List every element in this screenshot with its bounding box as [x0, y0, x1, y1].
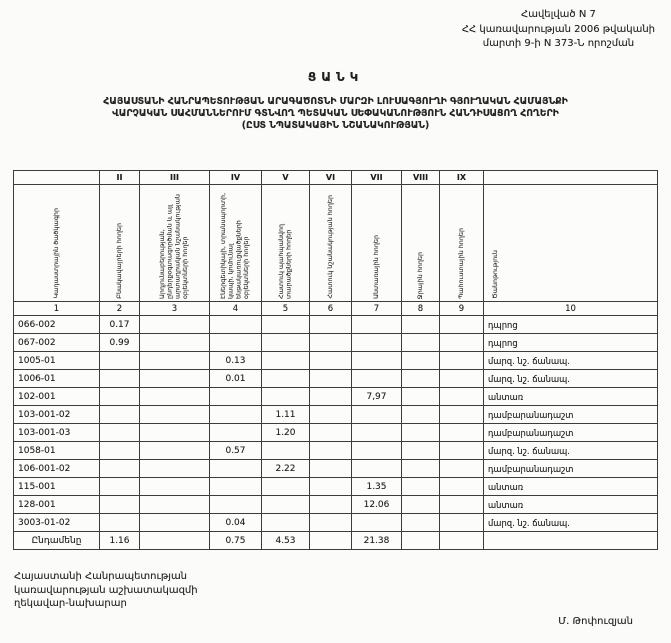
- cadastral-code-cell: 1006-01: [14, 370, 100, 388]
- roman-numeral-row: [14, 171, 658, 185]
- area-value-cell: 0.01: [210, 370, 262, 388]
- table-row: [14, 460, 658, 478]
- cadastral-code-cell: 102-001: [14, 388, 100, 406]
- column-number-cell: 1: [14, 302, 100, 316]
- cadastral-code-cell: 066-002: [14, 316, 100, 334]
- column-number-cell: 9: [440, 302, 484, 316]
- area-value-cell: [210, 334, 262, 352]
- area-value-cell: [140, 496, 210, 514]
- area-value-cell: [402, 370, 440, 388]
- table-row: [14, 496, 658, 514]
- area-value-cell: 0.75: [210, 532, 262, 550]
- note-cell: դպրոց: [484, 316, 658, 334]
- area-value-cell: [352, 316, 402, 334]
- roman-cell: IX: [440, 171, 484, 185]
- area-value-cell: [440, 388, 484, 406]
- cadastral-code-cell: 115-001: [14, 478, 100, 496]
- note-cell: անտառ: [484, 388, 658, 406]
- footer-line-3: ղեկավար-նախարար: [14, 598, 127, 609]
- area-value-cell: [100, 424, 140, 442]
- table-row: [14, 334, 658, 352]
- area-value-cell: [440, 442, 484, 460]
- table-row: [14, 370, 658, 388]
- column-number-cell: 2: [100, 302, 140, 316]
- area-value-cell: 7,97: [352, 388, 402, 406]
- land-table-container: [13, 170, 658, 550]
- column-header-special-lands: Հատուկ նշանակության հողեր: [325, 195, 334, 299]
- subtitle-line-2: ՎԱՐՉԱԿԱՆ ՍԱՀՄԱՆՆԵՐՈՒՄ ԳՏՆՎՈՂ ՊԵՏԱԿԱՆ ՍԵՓԱԿԱՆՈՒԹՅՈՒՆ ՀԱՆԴԻՍԱՑՈՂ ՀՈՂԵՐԻ: [112, 108, 559, 120]
- area-value-cell: [402, 316, 440, 334]
- annex-line-2: ՀՀ կառավարության 2006 թվականի: [461, 23, 655, 35]
- area-value-cell: [140, 514, 210, 532]
- column-number-cell: 4: [210, 302, 262, 316]
- area-value-cell: [100, 442, 140, 460]
- area-value-cell: [210, 388, 262, 406]
- area-value-cell: [440, 316, 484, 334]
- area-value-cell: [402, 532, 440, 550]
- note-cell: դամբարանադաշտ: [484, 406, 658, 424]
- table-row: [14, 514, 658, 532]
- column-header-water-lands: Ջրային հողեր: [415, 251, 424, 299]
- area-value-cell: 21.38: [352, 532, 402, 550]
- area-value-cell: [440, 406, 484, 424]
- area-value-cell: [100, 352, 140, 370]
- area-value-cell: [352, 460, 402, 478]
- table-row: [14, 424, 658, 442]
- area-value-cell: [402, 388, 440, 406]
- annex-reference-block: [462, 8, 655, 52]
- area-value-cell: [140, 424, 210, 442]
- area-value-cell: [440, 478, 484, 496]
- column-header-settlement-lands: Բնակավայրերի հողեր: [114, 223, 123, 299]
- area-value-cell: [440, 496, 484, 514]
- area-value-cell: [210, 316, 262, 334]
- area-value-cell: [352, 334, 402, 352]
- area-value-cell: [100, 388, 140, 406]
- area-value-cell: [310, 514, 352, 532]
- area-value-cell: [140, 316, 210, 334]
- note-cell: մարզ. նշ. ճանապ.: [484, 370, 658, 388]
- note-cell: մարզ. նշ. ճանապ.: [484, 514, 658, 532]
- total-row: [14, 532, 658, 550]
- area-value-cell: [440, 514, 484, 532]
- column-number-cell: 8: [402, 302, 440, 316]
- column-number-cell: 3: [140, 302, 210, 316]
- area-value-cell: [352, 352, 402, 370]
- area-value-cell: [310, 424, 352, 442]
- table-row: [14, 388, 658, 406]
- area-value-cell: 1.16: [100, 532, 140, 550]
- roman-cell: [484, 171, 658, 185]
- cadastral-code-cell: 103-001-03: [14, 424, 100, 442]
- area-value-cell: [140, 352, 210, 370]
- area-value-cell: [140, 370, 210, 388]
- area-value-cell: [100, 496, 140, 514]
- table-row: [14, 352, 658, 370]
- area-value-cell: [140, 532, 210, 550]
- cadastral-code-cell: 106-001-02: [14, 460, 100, 478]
- area-value-cell: [262, 496, 310, 514]
- area-value-cell: [440, 370, 484, 388]
- area-value-cell: [100, 406, 140, 424]
- cadastral-code-cell: 1058-01: [14, 442, 100, 460]
- area-value-cell: [262, 352, 310, 370]
- cadastral-code-cell: 128-001: [14, 496, 100, 514]
- roman-cell: VII: [352, 171, 402, 185]
- note-cell: մարզ. նշ. ճանապ.: [484, 352, 658, 370]
- area-value-cell: [402, 478, 440, 496]
- area-value-cell: [402, 514, 440, 532]
- area-value-cell: 1.11: [262, 406, 310, 424]
- footer-line-1: Հայաստանի Հանրապետության: [14, 571, 188, 582]
- area-value-cell: [310, 352, 352, 370]
- table-body: [14, 316, 658, 550]
- area-value-cell: [140, 388, 210, 406]
- column-header-cadastral-code: Կադաստրային ծածկագիր: [51, 208, 60, 299]
- table-header: [14, 171, 658, 316]
- table-row: [14, 316, 658, 334]
- subtitle-line-3: (ԸՍՏ ՆՊԱՏԱԿԱՅԻՆ ՆՇԱՆԱԿՈՒԹՅԱՆ): [241, 120, 430, 132]
- column-number-cell: 7: [352, 302, 402, 316]
- area-value-cell: [310, 406, 352, 424]
- area-value-cell: 0.99: [100, 334, 140, 352]
- area-value-cell: [262, 388, 310, 406]
- annex-line-3: մարտի 9-ի N 373-Ն որոշման: [482, 38, 635, 49]
- column-number-cell: 10: [484, 302, 658, 316]
- area-value-cell: [402, 460, 440, 478]
- footer-line-2: կառավարության աշխատակազմի: [14, 584, 198, 596]
- note-cell: դպրոց: [484, 334, 658, 352]
- area-value-cell: [310, 316, 352, 334]
- area-value-cell: [352, 514, 402, 532]
- roman-cell: VI: [310, 171, 352, 185]
- area-value-cell: [262, 370, 310, 388]
- area-value-cell: [140, 406, 210, 424]
- area-value-cell: [402, 406, 440, 424]
- area-value-cell: [310, 460, 352, 478]
- note-cell: անտառ: [484, 478, 658, 496]
- area-value-cell: [210, 460, 262, 478]
- signature-name: Մ. Թոփուզյան: [558, 616, 633, 627]
- area-value-cell: [352, 442, 402, 460]
- roman-cell: VIII: [402, 171, 440, 185]
- column-header-transport-lands: Էներգետիկայի, տրանսպորտի, կապի, կոմունալ ենթակառուցվածքների օբյեկտների հողեր: [219, 192, 251, 299]
- area-value-cell: [210, 478, 262, 496]
- area-value-cell: [210, 496, 262, 514]
- note-cell: դամբարանադաշտ: [484, 424, 658, 442]
- annex-line-1: Հավելված N 7: [521, 9, 596, 20]
- area-value-cell: [100, 478, 140, 496]
- area-value-cell: [140, 460, 210, 478]
- area-value-cell: [262, 442, 310, 460]
- area-value-cell: [310, 532, 352, 550]
- roman-cell: IV: [210, 171, 262, 185]
- area-value-cell: 0.13: [210, 352, 262, 370]
- area-value-cell: [310, 496, 352, 514]
- roman-cell: V: [262, 171, 310, 185]
- area-value-cell: [402, 352, 440, 370]
- area-value-cell: [100, 370, 140, 388]
- area-value-cell: [310, 370, 352, 388]
- land-table: [13, 170, 658, 550]
- area-value-cell: [440, 532, 484, 550]
- area-value-cell: [402, 424, 440, 442]
- area-value-cell: [262, 478, 310, 496]
- document-title: ՑԱՆԿ: [307, 70, 364, 84]
- area-value-cell: [262, 316, 310, 334]
- area-value-cell: [210, 424, 262, 442]
- area-value-cell: [140, 478, 210, 496]
- area-value-cell: [262, 514, 310, 532]
- area-value-cell: [440, 424, 484, 442]
- area-value-cell: 0.04: [210, 514, 262, 532]
- area-value-cell: [310, 334, 352, 352]
- note-cell: մարզ. նշ. ճանապ.: [484, 442, 658, 460]
- area-value-cell: [440, 334, 484, 352]
- area-value-cell: [352, 370, 402, 388]
- area-value-cell: [262, 334, 310, 352]
- area-value-cell: [100, 460, 140, 478]
- column-header-reserve-lands: Պահուստային հողեր: [456, 228, 465, 299]
- total-label-cell: Ընդամենը: [14, 532, 100, 550]
- area-value-cell: [440, 460, 484, 478]
- area-value-cell: [352, 406, 402, 424]
- column-number-cell: 6: [310, 302, 352, 316]
- area-value-cell: 2.22: [262, 460, 310, 478]
- area-value-cell: 4.53: [262, 532, 310, 550]
- area-value-cell: 0.17: [100, 316, 140, 334]
- cadastral-code-cell: 1005-01: [14, 352, 100, 370]
- area-value-cell: 0.57: [210, 442, 262, 460]
- area-value-cell: [140, 442, 210, 460]
- area-value-cell: [100, 514, 140, 532]
- roman-cell: III: [140, 171, 210, 185]
- area-value-cell: [140, 334, 210, 352]
- area-value-cell: [402, 334, 440, 352]
- note-cell: անտառ: [484, 496, 658, 514]
- note-cell: դամբարանադաշտ: [484, 460, 658, 478]
- column-number-cell: 5: [262, 302, 310, 316]
- area-value-cell: 1.35: [352, 478, 402, 496]
- note-cell: [484, 532, 658, 550]
- table-row: [14, 442, 658, 460]
- cadastral-code-cell: 067-002: [14, 334, 100, 352]
- roman-cell: II: [100, 171, 140, 185]
- column-header-protected-lands: Հատուկ պահպանվող տարածքների հողեր: [276, 223, 293, 299]
- column-header-forest-lands: Անտառային հողեր: [371, 235, 380, 299]
- area-value-cell: 12.06: [352, 496, 402, 514]
- area-value-cell: [310, 388, 352, 406]
- area-value-cell: [310, 478, 352, 496]
- cadastral-code-cell: 103-001-02: [14, 406, 100, 424]
- area-value-cell: [310, 442, 352, 460]
- area-value-cell: [402, 496, 440, 514]
- area-value-cell: 1.20: [262, 424, 310, 442]
- table-row: [14, 406, 658, 424]
- signatory-title-block: [14, 570, 198, 611]
- rotated-header-row: [14, 185, 658, 302]
- area-value-cell: [352, 424, 402, 442]
- column-number-row: [14, 302, 658, 316]
- subtitle-line-1: ՀԱՅԱՍՏԱՆԻ ՀԱՆՐԱՊԵՏՈՒԹՅԱՆ ԱՐԱԳԱԾՈՏՆԻ ՄԱՐԶԻ ԼՈՒՍԱԳՅՈՒՂԻ ԳՅՈՒՂԱԿԱՆ ՀԱՄԱՅՆՔԻ: [103, 96, 568, 107]
- column-header-note: Ծանոթություն: [491, 250, 499, 299]
- document-subtitle: [0, 96, 671, 132]
- area-value-cell: [210, 406, 262, 424]
- cadastral-code-cell: 3003-01-02: [14, 514, 100, 532]
- table-row: [14, 478, 658, 496]
- roman-cell: [14, 171, 100, 185]
- area-value-cell: [402, 442, 440, 460]
- column-header-industrial-lands: Արդյունաբերության, ընդերքօգտագործման և այլ արտադրական նշանակության օբյեկտների հողեր: [158, 194, 190, 299]
- area-value-cell: [440, 352, 484, 370]
